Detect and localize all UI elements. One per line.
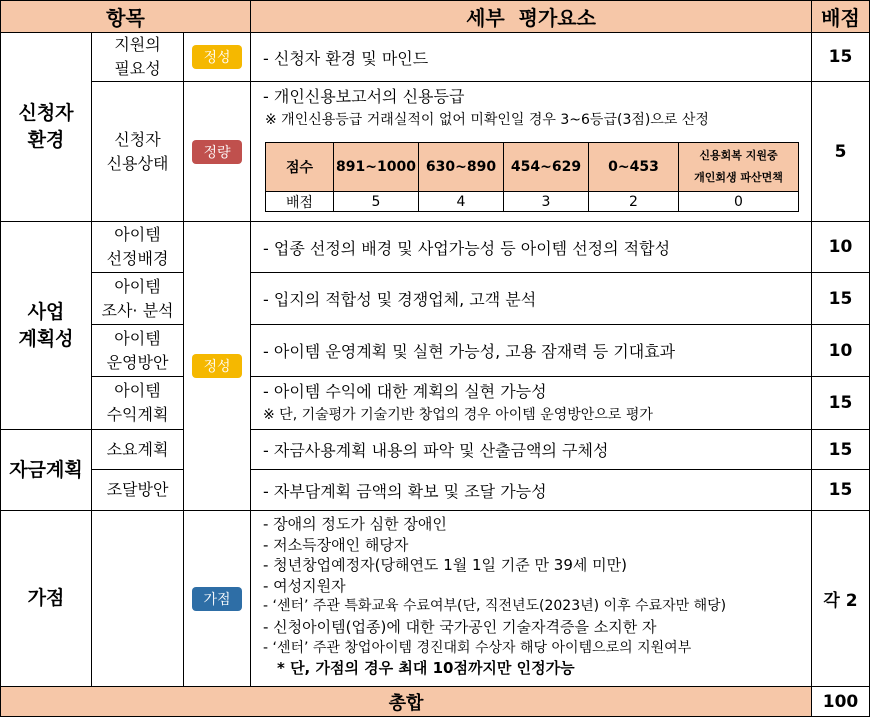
section-business: 사업 계획성 [0, 221, 92, 430]
credit-main-text: - 개인신용보고서의 신용등급 [263, 87, 465, 106]
section-bonus: 가점 [0, 510, 92, 687]
bonus-line: - 신청아이템(업종)에 대한 국가공인 기술자격증을 소지한 자 [263, 617, 657, 636]
subitem-background: 아이템 선정배경 [91, 221, 184, 273]
detail-research: - 입지의 적합성 및 경쟁업체, 고객 분석 [250, 272, 812, 325]
revenue-main-text: - 아이템 수익에 대한 계획의 실현 가능성 [263, 382, 547, 401]
header-item: 항목 [0, 0, 251, 33]
credit-grade-table [265, 142, 799, 212]
bonus-line: - 여성지원자 [263, 576, 346, 595]
score-background: 10 [811, 221, 870, 273]
score-necessity: 15 [811, 32, 870, 82]
score-procurement: 15 [811, 469, 870, 511]
bonus-badge: 가점 [192, 587, 242, 611]
header-score: 배점 [811, 0, 870, 33]
credit-table-header-label: 점수 [265, 142, 334, 192]
badge-cell-bonus [183, 510, 251, 687]
detail-necessity: - 신청자 환경 및 마인드 [250, 32, 812, 82]
bonus-line: - 장애의 정도가 심한 장애인 [263, 515, 447, 533]
badge-cell-business [183, 221, 251, 511]
credit-range: 630~890 [418, 142, 504, 192]
subitem-operation: 아이템 운영방안 [91, 324, 184, 377]
subitem-bonus-empty [91, 510, 184, 687]
credit-point: 5 [333, 191, 419, 212]
subitem-revenue: 아이템 수익계획 [91, 376, 184, 430]
special-line-1: 신용회복 지원중 [699, 149, 778, 162]
score-revenue: 15 [811, 376, 870, 430]
header-detail: 세부 평가요소 [250, 0, 812, 33]
score-operation: 10 [811, 324, 870, 377]
credit-note-text: ※ 개인신용등급 거래실적이 없어 미확인일 경우 3~6등급(3점)으로 산정 [265, 112, 709, 128]
detail-background: - 업종 선정의 배경 및 사업가능성 등 아이템 선정의 적합성 [250, 221, 812, 273]
credit-range-special [678, 142, 799, 192]
bonus-line: - 청년창업예정자(당해연도 1월 1일 기준 만 39세 미만) [263, 556, 627, 575]
credit-point: 4 [418, 191, 504, 212]
section-applicant: 신청자 환경 [0, 32, 92, 222]
credit-point: 0 [678, 191, 799, 212]
score-credit: 5 [811, 81, 870, 222]
subitem-credit: 신청자 신용상태 [91, 81, 184, 222]
credit-point: 2 [588, 191, 679, 212]
qualitative-badge: 정성 [192, 354, 242, 378]
subitem-required: 소요계획 [91, 429, 184, 470]
bonus-line: - ‘센터’ 주관 창업아이템 경진대회 수상자 해당 아이템으로의 지원여부 [263, 639, 692, 656]
subitem-research: 아이템 조사· 분석 [91, 272, 184, 325]
credit-table-row-label: 배점 [265, 191, 334, 212]
score-bonus: 각 2 [811, 510, 870, 687]
total-value: 100 [811, 686, 870, 717]
bonus-note: * 단, 가점의 경우 최대 10점까지만 인정가능 [277, 659, 575, 678]
total-label: 총합 [0, 686, 812, 717]
badge-cell-necessity [183, 32, 251, 82]
quantitative-badge: 정량 [192, 140, 242, 164]
bonus-line: - ‘센터’ 주관 특화교육 수료여부(단, 직전년도(2023년) 이후 수료자만 해당) [263, 598, 727, 615]
special-line-2: 개인회생 파산면책 [694, 171, 783, 184]
subitem-necessity: 지원의 필요성 [91, 32, 184, 82]
qualitative-badge: 정성 [192, 45, 242, 69]
subitem-procurement: 조달방안 [91, 469, 184, 511]
detail-revenue [250, 376, 812, 430]
credit-point: 3 [503, 191, 589, 212]
section-funding: 자금계획 [0, 429, 92, 511]
detail-required: - 자금사용계획 내용의 파악 및 산출금액의 구체성 [250, 429, 812, 470]
detail-bonus [250, 510, 812, 687]
score-required: 15 [811, 429, 870, 470]
badge-cell-credit [183, 81, 251, 222]
revenue-note-text: ※ 단, 기술평가 기술기반 창업의 경우 아이템 운영방안으로 평가 [263, 407, 653, 423]
detail-operation: - 아이템 운영계획 및 실현 가능성, 고용 잠재력 등 기대효과 [250, 324, 812, 377]
score-research: 15 [811, 272, 870, 325]
detail-procurement: - 자부담계획 금액의 확보 및 조달 가능성 [250, 469, 812, 511]
credit-range: 891~1000 [333, 142, 419, 192]
bonus-line: - 저소득장애인 해당자 [263, 535, 409, 554]
credit-range: 454~629 [503, 142, 589, 192]
credit-range: 0~453 [588, 142, 679, 192]
